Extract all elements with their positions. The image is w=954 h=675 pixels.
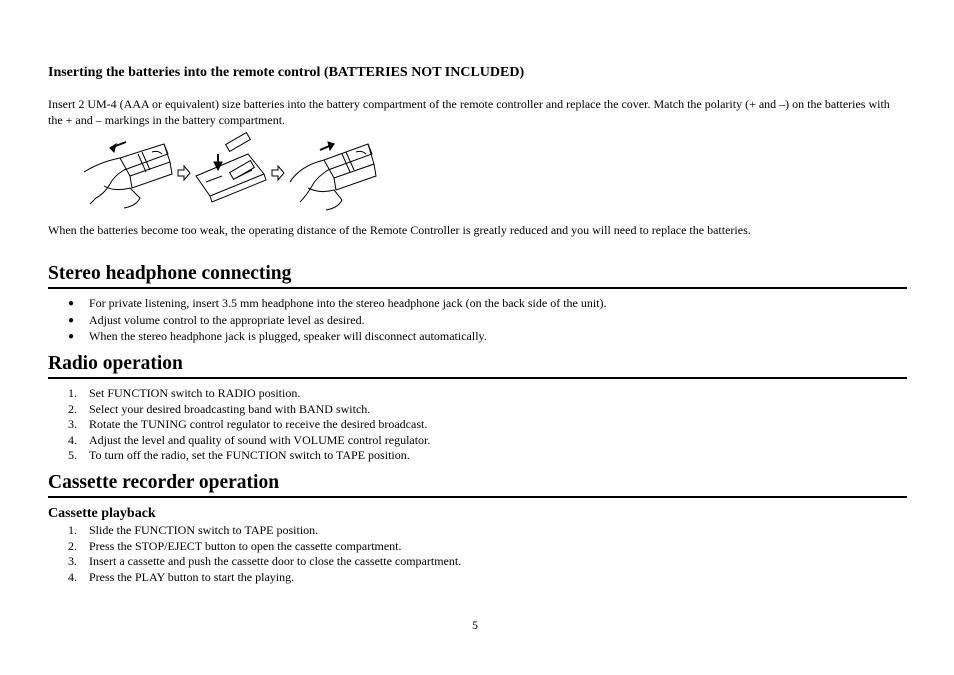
list-item: 4. Press the PLAY button to start the playing. xyxy=(68,569,295,584)
page-number: 5 xyxy=(472,618,478,632)
bullet-icon: ● xyxy=(68,331,75,342)
radio-instructions-list xyxy=(48,386,430,464)
radio-section-title: Radio operation xyxy=(48,352,907,379)
list-item: ● For private listening, insert 3.5 mm headphone into the stereo headphone jack (on the back side of the unit). xyxy=(68,296,607,310)
battery-insert-step-icon xyxy=(196,133,266,202)
list-item: 1. Slide the FUNCTION switch to TAPE position. xyxy=(68,523,319,537)
list-item: 4. Adjust the level and quality of sound with VOLUME control regulator. xyxy=(68,432,431,447)
battery-insertion-illustration xyxy=(80,132,420,212)
stereo-instructions-list xyxy=(48,296,607,346)
next-step-arrow-icon xyxy=(178,166,190,180)
list-item: 3. Rotate the TUNING control regulator to receive the desired broadcast. xyxy=(68,417,428,431)
bullet-icon: ● xyxy=(68,298,75,309)
next-step-arrow-icon xyxy=(272,166,284,180)
list-item: ● Adjust volume control to the appropriate level as desired. xyxy=(68,312,365,327)
battery-instructions-paragraph: Insert 2 UM-4 (AAA or equivalent) size batteries into the battery compartment of the remote controller and replace the cover. Match the polarity (+ and –) on the batteries with the + and – markings in the battery compartment. xyxy=(48,97,890,127)
weak-batteries-paragraph: When the batteries become too weak, the operating distance of the Remote Controller is greatly reduced and you will need to replace the batteries. xyxy=(48,223,751,237)
cassette-section-title: Cassette recorder operation xyxy=(48,471,907,498)
manual-page xyxy=(48,0,907,675)
list-item: 2. Select your desired broadcasting band with BAND switch. xyxy=(68,401,371,416)
list-item: 2. Press the STOP/EJECT button to open the cassette compartment. xyxy=(68,538,402,553)
list-item: ● When the stereo headphone jack is plugged, speaker will disconnect automatically. xyxy=(68,329,487,343)
remote-cover-open-step-icon xyxy=(84,142,172,208)
list-item: 1. Set FUNCTION switch to RADIO position. xyxy=(68,386,301,400)
list-item: 5. To turn off the radio, set the FUNCTION switch to TAPE position. xyxy=(68,448,410,462)
battery-section-heading: Inserting the batteries into the remote control (BATTERIES NOT INCLUDED) xyxy=(48,65,525,80)
remote-cover-close-step-icon xyxy=(290,142,376,210)
list-item: 3. Insert a cassette and push the cassette door to close the cassette compartment. xyxy=(68,554,462,568)
cassette-playback-subtitle: Cassette playback xyxy=(48,506,156,521)
bullet-icon: ● xyxy=(68,314,75,326)
cassette-instructions-list xyxy=(48,523,461,585)
stereo-section-title: Stereo headphone connecting xyxy=(48,262,907,289)
